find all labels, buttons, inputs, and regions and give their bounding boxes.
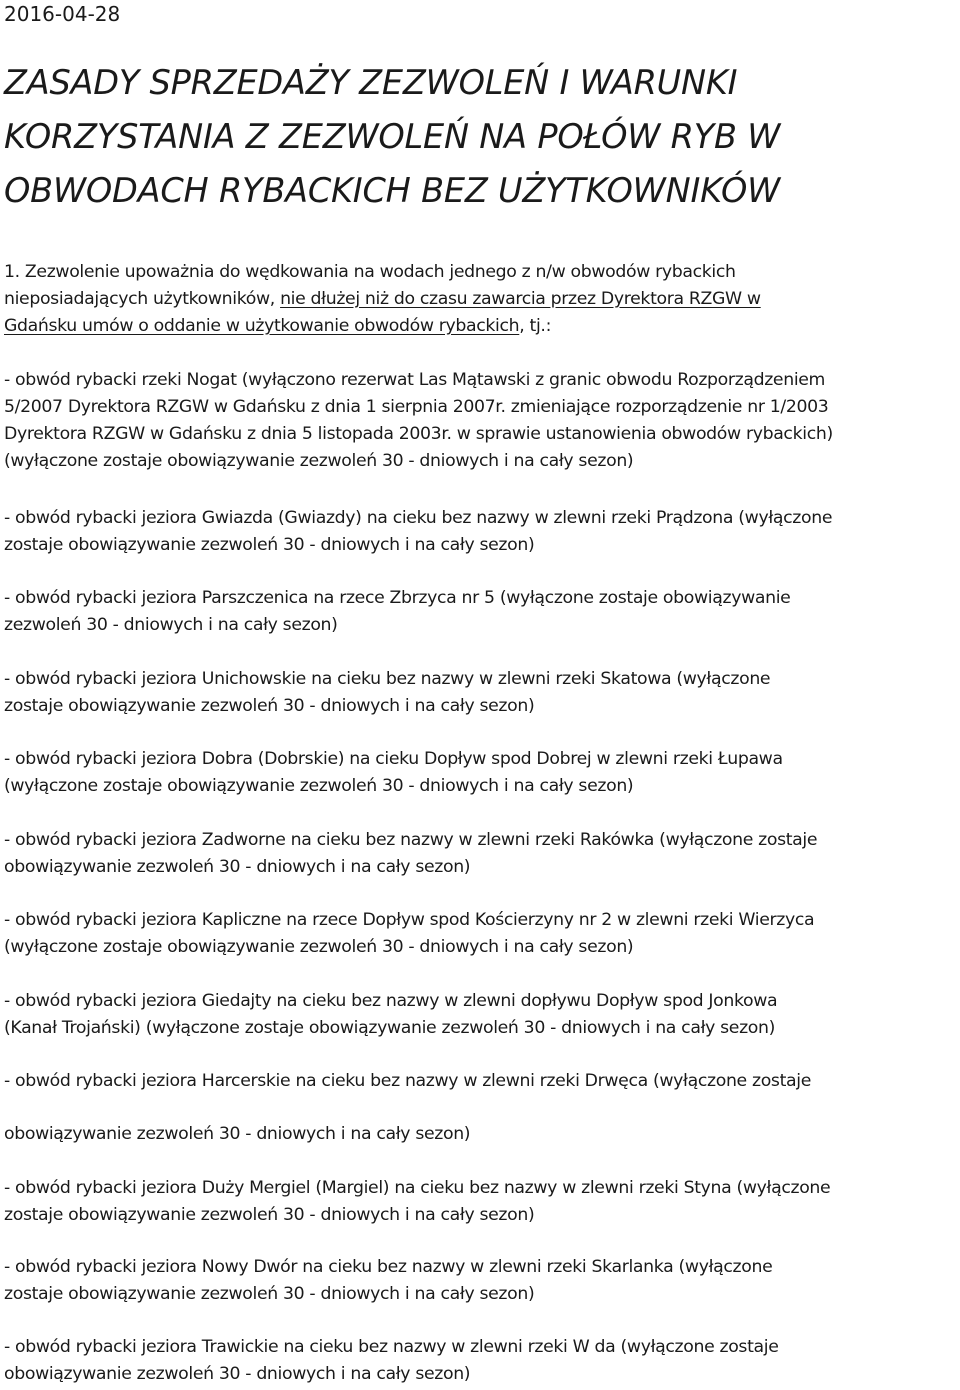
district-line: - obwód rybacki jeziora Trawickie na cieku bez nazwy w zlewni rzeki W da (wyłączone zostaje	[4, 1337, 779, 1357]
point-1-line: 1. Zezwolenie upoważnia do wędkowania na wodach jednego z n/w obwodów rybackich	[4, 262, 736, 282]
district-line: obowiązywanie zezwoleń 30 - dniowych i na cały sezon)	[4, 857, 471, 877]
document-title	[4, 56, 960, 218]
district-paragraph	[4, 746, 960, 800]
point-1-underlined-text: nie dłużej niż do czasu zawarcia przez Dyrektora RZGW w	[280, 289, 761, 309]
district-line: - obwód rybacki jeziora Harcerskie na cieku bez nazwy w zlewni rzeki Drwęca (wyłączone zostaje	[4, 1071, 811, 1091]
point-1-text: nieposiadających użytkowników,	[4, 289, 281, 309]
district-paragraph	[4, 1334, 960, 1388]
point-1-line	[4, 313, 960, 340]
district-paragraph	[4, 1175, 960, 1229]
district-line: - obwód rybacki jeziora Nowy Dwór na cieku bez nazwy w zlewni rzeki Skarlanka (wyłączone	[4, 1257, 773, 1277]
district-paragraph	[4, 367, 960, 475]
district-line: zostaje obowiązywanie zezwoleń 30 - dniowych i na cały sezon)	[4, 696, 535, 716]
district-line: - obwód rybacki jeziora Gwiazda (Gwiazdy) na cieku bez nazwy w zlewni rzeki Prądzona (wyłączone	[4, 508, 833, 528]
district-line: - obwód rybacki jeziora Kapliczne na rzece Dopływ spod Kościerzyny nr 2 w zlewni rzeki Wierzyca	[4, 910, 815, 930]
district-line: zostaje obowiązywanie zezwoleń 30 - dniowych i na cały sezon)	[4, 535, 535, 555]
district-paragraph	[4, 1254, 960, 1308]
point-1-line	[4, 286, 960, 313]
title-line: KORZYSTANIA Z ZEZWOLEŃ NA POŁÓW RYB W	[4, 117, 781, 156]
district-line: obowiązywanie zezwoleń 30 - dniowych i na cały sezon)	[4, 1124, 471, 1144]
point-1-text: , tj.:	[519, 316, 552, 336]
district-line: - obwód rybacki jeziora Giedajty na cieku bez nazwy w zlewni dopływu Dopływ spod Jonkowa	[4, 991, 778, 1011]
district-line: 5/2007 Dyrektora RZGW w Gdańsku z dnia 1 sierpnia 2007r. zmieniające rozporządzenie nr 1/2003	[4, 397, 829, 417]
district-paragraph	[4, 827, 960, 881]
district-line: zostaje obowiązywanie zezwoleń 30 - dniowych i na cały sezon)	[4, 1284, 535, 1304]
point-1-paragraph	[4, 259, 960, 340]
district-paragraph	[4, 505, 960, 559]
district-line: (wyłączone zostaje obowiązywanie zezwoleń 30 - dniowych i na cały sezon)	[4, 776, 634, 796]
district-paragraph	[4, 1068, 960, 1148]
district-line: (wyłączone zostaje obowiązywanie zezwoleń 30 - dniowych i na cały sezon)	[4, 451, 634, 471]
district-line: - obwód rybacki jeziora Duży Mergiel (Margiel) na cieku bez nazwy w zlewni rzeki Styna (wyłączone	[4, 1178, 831, 1198]
district-paragraph	[4, 666, 960, 720]
district-line: (wyłączone zostaje obowiązywanie zezwoleń 30 - dniowych i na cały sezon)	[4, 937, 634, 957]
district-paragraph	[4, 585, 960, 639]
district-paragraph	[4, 988, 960, 1042]
document-date: 2016-04-28	[4, 2, 121, 26]
district-line: - obwód rybacki jeziora Zadworne na cieku bez nazwy w zlewni rzeki Rakówka (wyłączone zostaje	[4, 830, 818, 850]
district-line: - obwód rybacki jeziora Unichowskie na cieku bez nazwy w zlewni rzeki Skatowa (wyłączone	[4, 669, 771, 689]
title-line: OBWODACH RYBACKICH BEZ UŻYTKOWNIKÓW	[4, 171, 781, 210]
district-line: - obwód rybacki rzeki Nogat (wyłączono rezerwat Las Mątawski z granic obwodu Rozporządzeniem	[4, 370, 826, 390]
district-line: (Kanał Trojański) (wyłączone zostaje obowiązywanie zezwoleń 30 - dniowych i na cały sezon)	[4, 1018, 776, 1038]
district-paragraph	[4, 907, 960, 961]
district-line: Dyrektora RZGW w Gdańsku z dnia 5 listopada 2003r. w sprawie ustanowienia obwodów rybackich)	[4, 424, 833, 444]
point-1-underlined-text: Gdańsku umów o oddanie w użytkowanie obwodów rybackich	[4, 316, 520, 336]
district-line: - obwód rybacki jeziora Parszczenica na rzece Zbrzyca nr 5 (wyłączone zostaje obowiązywanie	[4, 588, 791, 608]
title-line: ZASADY SPRZEDAŻY ZEZWOLEŃ I WARUNKI	[4, 63, 738, 102]
district-line: obowiązywanie zezwoleń 30 - dniowych i na cały sezon)	[4, 1364, 471, 1384]
district-line: - obwód rybacki jeziora Dobra (Dobrskie) na cieku Dopływ spod Dobrej w zlewni rzeki Łupawa	[4, 749, 783, 769]
district-line: zezwoleń 30 - dniowych i na cały sezon)	[4, 615, 338, 635]
district-line: zostaje obowiązywanie zezwoleń 30 - dniowych i na cały sezon)	[4, 1205, 535, 1225]
